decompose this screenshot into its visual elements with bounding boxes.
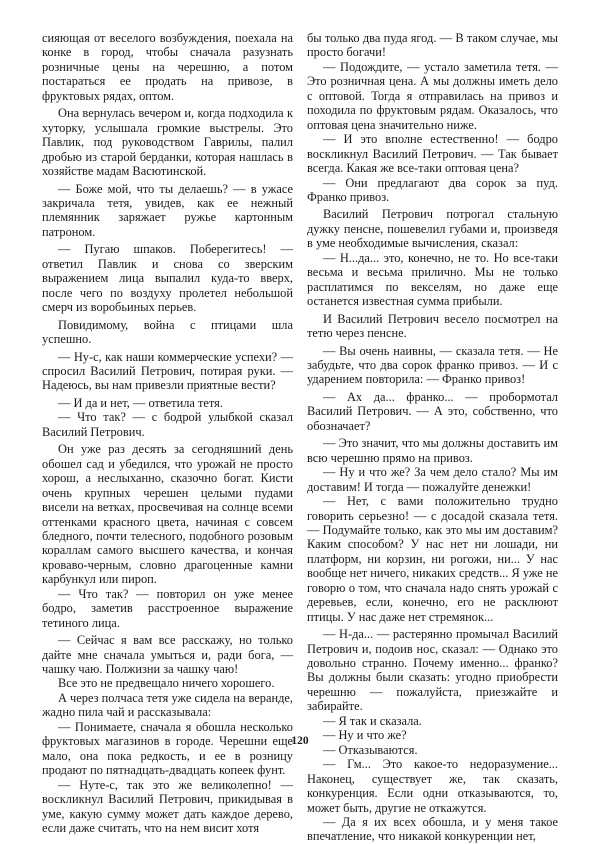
paragraph: — Гм... Это какое-то недоразумение... Наконец, существует же, так сказать, конкуренция. Если одни отказываются, то, может быть, другие не откажутся. [307,757,558,815]
paragraph: — Н...да... это, конечно, не то. Но все-таки весьма и весьма прилично. Мы не только расплатимся по векселям, но даже еще останется известная сумма прибыли. [307,250,558,309]
paragraph: — Нет, с вами положительно трудно говорить серьезно! — с досадой сказала тетя. — Подумайте только, как это мы им доставим? Каким способом? У нас нет ни лошади, ни платформ, ни корзин, ни рогожи, ни... У нас вообще нет ничего, никаких средств... Я уже не говорю о том, что сначала надо снять урожай с деревьев, если, конечно, его не расклюют птицы. У нас даже нет стремянок... [307,494,558,624]
paragraph: Он уже раз десять за сегодняшний день обошел сад и убедился, что урожай не просто хорош, а неслыханно, сказочно богат. Кисти очень крупных черешен целыми пудами висели на ветках, просвечивая на солнце всеми оттенками красного цвета, начиная с совсем бледного, почти телесного, подобного розовым кораллам самого высшего качества, и кончая кроваво-черным, словно драгоценные камни карбункул или пироп. [42,442,293,587]
paragraph: — Нуте-с, так это же великолепно! — воскликнул Василий Петрович, прикидывая в уме, какую сумму может дать каждое дерево, если даже считать, что на нем висит хотя [42,777,293,836]
paragraph: — Пугаю шпаков. Поберегитесь! — ответил Павлик и снова со зверским выражением лица выпалил куда-то вверх, после чего по воздуху пролетел небольшой смерч из воробьиных перьев. [42,242,293,315]
paragraph: — Сейчас я вам все расскажу, но только дайте мне сначала умыться и, ради бога, — чашку чаю. Полжизни за чашку чаю! [42,633,293,677]
paragraph: — Ну и что же? За чем дело стало? Мы им доставим! И тогда — пожалуйте денежки! [307,465,558,494]
paragraph: — Ну и что же? [323,728,407,743]
paragraph: — Что так? — с бодрой улыбкой сказал Василий Петрович. [42,410,293,439]
paragraph: Повидимому, война с птицами шла успешно. [42,317,293,347]
left-column [42,31,293,835]
paragraph: — Что так? — повторил он уже менее бодро, заметив расстроенное выражение тетиного лица. [42,586,293,630]
paragraph: — И да и нет, — ответила тетя. [58,395,223,410]
paragraph: — Боже мой, что ты делаешь? — в ужасе закричала тетя, увидев, как ее нежный племянник заряжает ружье картонным патроном. [42,181,293,239]
paragraph: И Василий Петрович весело посмотрел на тетю через пенсне. [307,311,558,341]
paragraph: — Я так и сказала. [323,713,422,728]
paragraph: сияющая от веселого возбуждения, поехала на конке в город, чтобы сначала разузнать розничные цены на черешню, а потом постараться ее продать на привозе, в фруктовых рядах, оптом. [42,31,293,103]
paragraph: А через полчаса тетя уже сидела на веранде, жадно пила чай и рассказывала: [42,690,293,720]
paragraph: — И это вполне естественно! — бодро воскликнул Василий Петрович. — Так бывает всегда. Какая же все-таки оптовая цена? [307,132,558,176]
right-column [307,31,558,844]
paragraph: — Ах да... франко... — пробормотал Василий Петрович. — А это, собственно, что обозначает? [307,389,558,433]
paragraph: Она вернулась вечером и, когда подходила к хуторку, услышала громкие выстрелы. Это Павлик, под руководством Гаврилы, палил дробью из старой берданки, которая нашлась в хозяйстве мадам Васютинской. [42,106,293,179]
paragraph: бы только два пуда ягод. — В таком случае, мы просто богачи! [307,31,558,60]
paragraph: — Они предлагают два сорок за пуд. Франко привоз. [307,175,558,204]
paragraph: — Н-да... — растерянно промычал Василий Петрович и, подоив нос, сказал: — Однако это довольно странно. Почему именно... франко? Вы должны были сказать: угодно приобрести черешню — пожалуйста, приезжайте и забирайте. [307,627,558,714]
paragraph: — Да я их всех обошла, и у меня такое впечатление, что никакой конкуренции нет, [307,815,558,844]
paragraph: — Ну-с, как наши коммерческие успехи? — спросил Василий Петрович, потирая руки. — Надеюсь, вы нам привезли приятные вести? [42,349,293,393]
paragraph: — Понимаете, сначала я обошла несколько фруктовых магазинов в городе. Черешни еще мало, она пока редкость, и ее в розницу продают по пятнадцать-двадцать копеек фунт. [42,719,293,778]
paragraph: — Отказываются. [323,742,418,757]
page-number: 120 [291,735,309,747]
paragraph: Василий Петрович потрогал стальную дужку пенсне, пошевелил губами и, произведя в уме необходимые вычисления, сказал: [307,207,558,251]
paragraph: — Это значит, что мы должны доставить им всю черешню прямо на привоз. [307,436,558,465]
paragraph: — Подождите, — устало заметила тетя. — Это розничная цена. А мы должны иметь дело с оптовой. Тогда я отправилась на привоз и походила по фруктовым рядам. Оказалось, что оптовая цена значительно ниже. [307,59,558,132]
paragraph: Все это не предвещало ничего хорошего. [58,676,275,691]
paragraph: — Вы очень наивны, — сказала тетя. — Не забудьте, что два сорок франко привоз. — И с ударением повторила: — Франко привоз! [307,343,558,387]
